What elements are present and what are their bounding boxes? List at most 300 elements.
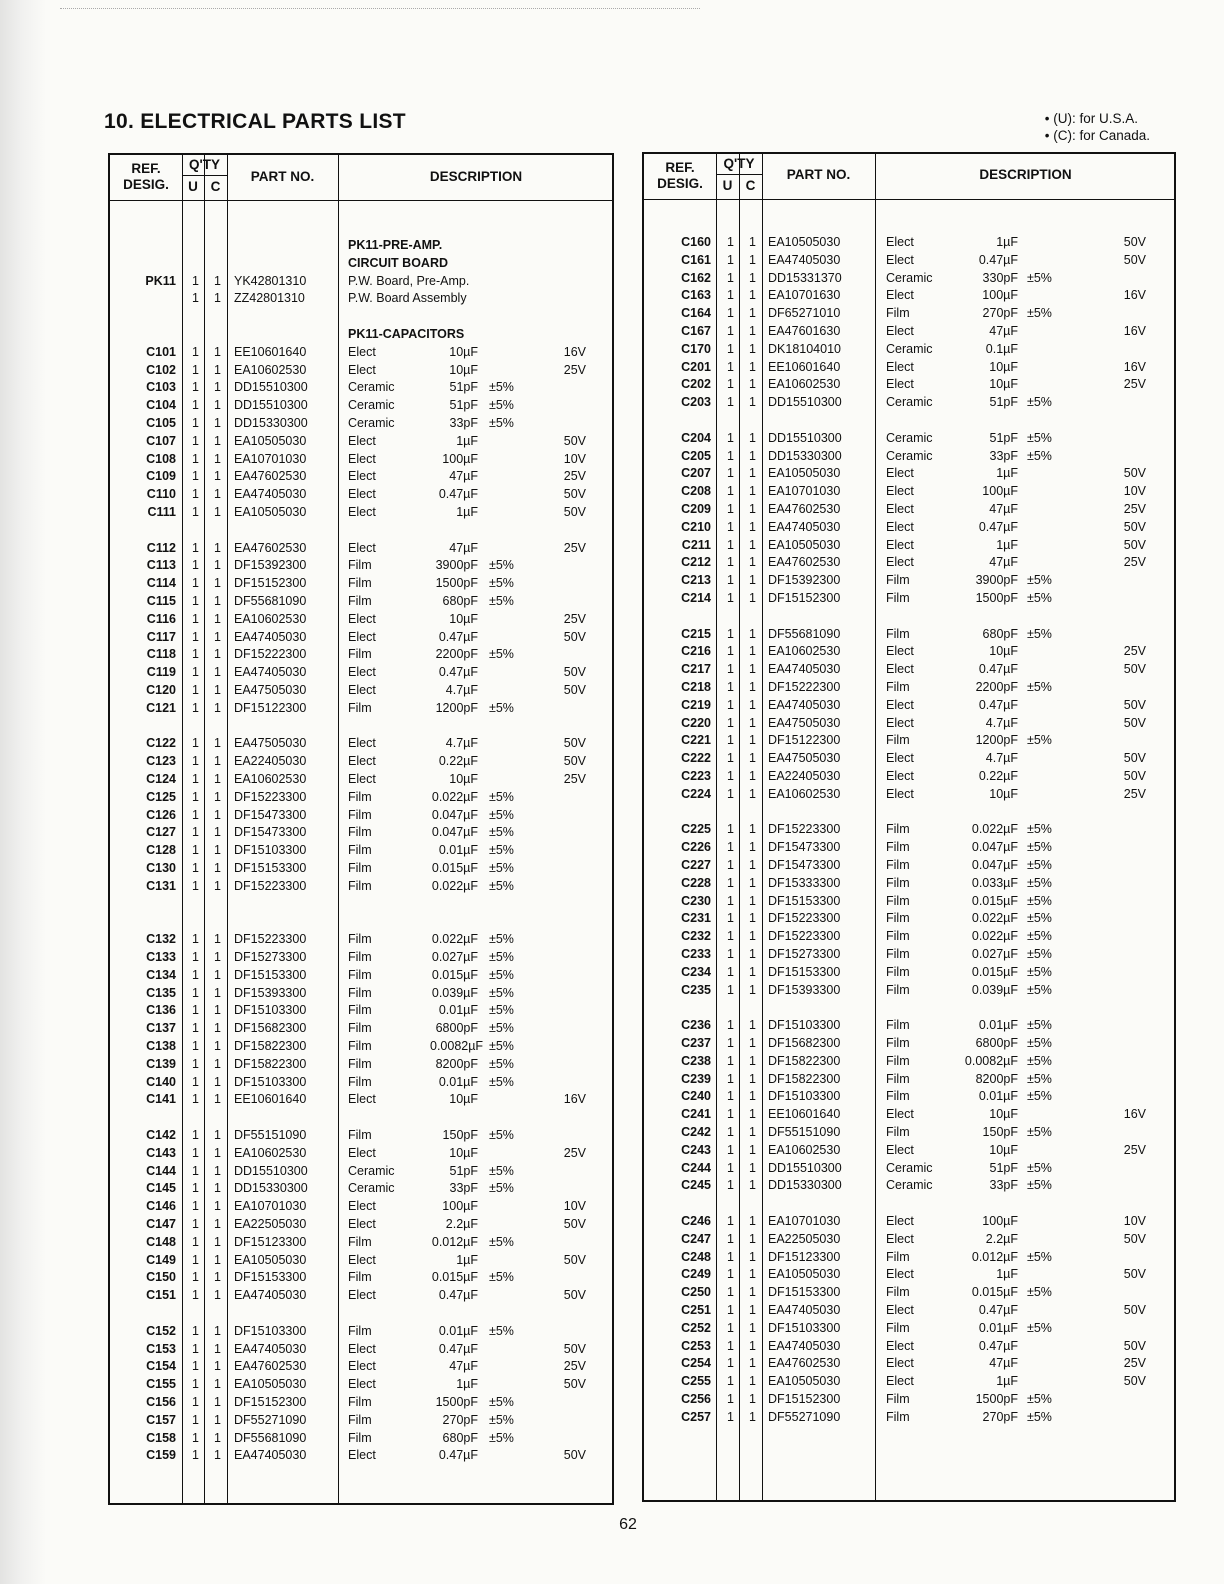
part-no: EA47405030 xyxy=(768,519,841,534)
part-type: Film xyxy=(886,1409,910,1424)
ref-desig: C212 xyxy=(681,555,711,570)
part-type: Film xyxy=(348,967,372,982)
qty-u: 1 xyxy=(727,359,734,374)
part-value: 10µF xyxy=(989,786,1018,801)
ref-desig: C160 xyxy=(681,235,711,249)
qty-u: 1 xyxy=(192,878,199,893)
qty-c: 1 xyxy=(214,1021,221,1036)
part-no: DF15223300 xyxy=(234,878,307,893)
column-rule xyxy=(875,154,876,1500)
ref-desig: C146 xyxy=(146,1199,176,1214)
part-no: EA22505030 xyxy=(768,1231,841,1246)
qty-c: 1 xyxy=(214,878,221,893)
header-ref-desig: REF. DESIG. xyxy=(657,160,703,191)
part-value: 47µF xyxy=(449,540,478,555)
part-value: 0.033µF xyxy=(971,875,1018,890)
qty-u: 1 xyxy=(192,825,199,840)
qty-u: 1 xyxy=(727,1142,734,1157)
part-type: Elect xyxy=(886,324,914,338)
part-no: EA47505030 xyxy=(234,683,307,697)
parts-table-right xyxy=(642,152,1176,1502)
part-type: Elect xyxy=(886,1214,914,1228)
part-type: Film xyxy=(348,861,372,875)
part-type: Elect xyxy=(348,487,376,502)
ref-desig: C246 xyxy=(681,1214,711,1228)
ref-desig: C120 xyxy=(146,683,176,697)
qty-u: 1 xyxy=(727,929,734,944)
qty-u: 1 xyxy=(727,822,734,837)
voltage: 50V xyxy=(1123,252,1146,267)
part-value: 1500pF xyxy=(975,1392,1018,1406)
ref-desig: C213 xyxy=(681,573,711,588)
part-type: Elect xyxy=(886,1142,914,1157)
tolerance: ±5% xyxy=(1027,840,1052,855)
part-no: EA22405030 xyxy=(234,754,307,769)
qty-c: 1 xyxy=(749,1125,756,1139)
tolerance: ±5% xyxy=(1027,947,1052,961)
part-no: DF15153300 xyxy=(234,967,307,982)
qty-u: 1 xyxy=(192,1181,199,1196)
qty-u: 1 xyxy=(192,611,199,626)
voltage: 25V xyxy=(1123,555,1146,570)
tolerance: ±5% xyxy=(1027,929,1052,944)
ref-desig: C151 xyxy=(146,1288,176,1303)
ref-desig: C219 xyxy=(681,697,711,712)
part-type: Film xyxy=(886,1392,910,1406)
part-no: EA10701030 xyxy=(234,1199,307,1214)
region-notes xyxy=(1045,110,1150,144)
ref-desig: C130 xyxy=(146,861,176,875)
qty-c: 1 xyxy=(214,967,221,982)
qty-c: 1 xyxy=(214,789,221,804)
ref-desig: C247 xyxy=(681,1231,711,1246)
tolerance: ±5% xyxy=(489,1412,514,1427)
qty-c: 1 xyxy=(749,680,756,694)
part-value: 1µF xyxy=(456,1252,478,1267)
tolerance: ±5% xyxy=(489,861,514,875)
qty-c: 1 xyxy=(214,1163,221,1178)
part-type: Film xyxy=(886,893,910,908)
part-type: Film xyxy=(348,950,372,964)
ref-desig: C170 xyxy=(681,341,711,356)
part-no: DD15330300 xyxy=(768,448,842,463)
voltage: 50V xyxy=(1123,235,1146,249)
tolerance: ±5% xyxy=(489,1430,514,1445)
ref-desig: C228 xyxy=(681,875,711,890)
tolerance: ±5% xyxy=(489,1323,514,1338)
tolerance: ±5% xyxy=(1027,270,1052,285)
ref-desig: C107 xyxy=(146,433,176,448)
part-no: EA22405030 xyxy=(768,769,841,783)
part-no: DF65271010 xyxy=(768,306,841,321)
part-value: 0.012µF xyxy=(431,1234,478,1249)
qty-c: 1 xyxy=(749,270,756,285)
part-no: DF15222300 xyxy=(234,647,307,662)
part-value: 1µF xyxy=(456,505,478,519)
part-value: 1µF xyxy=(456,1377,478,1392)
qty-c: 1 xyxy=(749,964,756,979)
part-value: 0.022µF xyxy=(431,878,478,893)
part-no: DD15510300 xyxy=(768,1160,842,1175)
qty-u: 1 xyxy=(727,395,734,410)
part-no: EA10701030 xyxy=(234,451,307,466)
ref-desig: C217 xyxy=(681,662,711,677)
part-no: DF15103300 xyxy=(768,1018,841,1033)
part-type: Film xyxy=(886,982,910,997)
part-no: EA47505030 xyxy=(768,715,841,730)
voltage: 25V xyxy=(563,1359,586,1374)
voltage: 25V xyxy=(563,772,586,786)
voltage: 10V xyxy=(563,451,586,466)
qty-u: 1 xyxy=(727,288,734,303)
ref-desig: C208 xyxy=(681,484,711,499)
ref-desig: C242 xyxy=(681,1125,711,1139)
ref-desig: C114 xyxy=(146,576,176,591)
part-value: 0.01µF xyxy=(978,1018,1018,1033)
column-rule xyxy=(227,155,228,1503)
qty-u: 1 xyxy=(727,1338,734,1353)
qty-u: 1 xyxy=(727,466,734,481)
ref-desig: C116 xyxy=(146,611,176,626)
ref-desig: C104 xyxy=(146,398,176,413)
part-type: Elect xyxy=(886,1338,914,1353)
part-type: Film xyxy=(348,1039,372,1053)
qty-c: 1 xyxy=(214,985,221,1000)
qty-c: 1 xyxy=(749,662,756,677)
qty-u: 1 xyxy=(727,769,734,783)
qty-c: 1 xyxy=(214,558,221,573)
ref-desig: C103 xyxy=(146,380,176,395)
part-value: 33pF xyxy=(449,416,478,430)
part-value: 0.01µF xyxy=(438,1003,478,1018)
ref-desig: C163 xyxy=(681,288,711,303)
voltage: 25V xyxy=(1123,786,1146,801)
part-value: 6800pF xyxy=(975,1036,1018,1050)
qty-c: 1 xyxy=(214,754,221,769)
ref-desig: C109 xyxy=(146,469,176,484)
ref-desig: C142 xyxy=(146,1128,176,1142)
part-type: P.W. Board, Pre-Amp. xyxy=(348,273,470,288)
part-value: 10µF xyxy=(989,359,1018,374)
qty-c: 1 xyxy=(214,362,221,377)
qty-u: 1 xyxy=(727,519,734,534)
part-no: DF15822300 xyxy=(768,1071,841,1086)
voltage: 50V xyxy=(563,1252,586,1267)
ref-desig: C153 xyxy=(146,1341,176,1356)
part-type: Film xyxy=(886,680,910,694)
qty-c: 1 xyxy=(749,1018,756,1033)
qty-c: 1 xyxy=(749,769,756,783)
ref-desig: C144 xyxy=(146,1163,176,1178)
qty-c: 1 xyxy=(214,1288,221,1303)
qty-c: 1 xyxy=(749,1142,756,1157)
qty-c: 1 xyxy=(749,1392,756,1406)
voltage: 50V xyxy=(563,1217,586,1231)
tolerance: ±5% xyxy=(1027,964,1052,979)
part-value: 0.047µF xyxy=(971,840,1018,855)
part-no: EA47405030 xyxy=(234,1448,307,1463)
qty-c: 1 xyxy=(214,540,221,555)
tolerance: ±5% xyxy=(489,416,514,430)
part-type: Film xyxy=(886,947,910,961)
ref-desig: C232 xyxy=(681,929,711,944)
qty-u: 1 xyxy=(192,1003,199,1018)
tolerance: ±5% xyxy=(489,700,514,715)
qty-u: 1 xyxy=(192,932,199,947)
part-value: 100µF xyxy=(982,484,1018,499)
header-part-no: PART NO. xyxy=(786,167,851,182)
tolerance: ±5% xyxy=(489,1395,514,1409)
part-value: 0.22µF xyxy=(438,754,478,769)
qty-u: 1 xyxy=(192,807,199,822)
qty-u: 1 xyxy=(192,1145,199,1160)
tolerance: ±5% xyxy=(1027,1409,1052,1424)
tolerance: ±5% xyxy=(489,576,514,591)
part-type: Ceramic xyxy=(348,380,395,395)
voltage: 25V xyxy=(1123,1356,1146,1371)
qty-c: 1 xyxy=(749,929,756,944)
part-no: EE10601640 xyxy=(234,1092,307,1107)
voltage: 50V xyxy=(1123,519,1146,534)
part-type: Elect xyxy=(886,466,914,481)
qty-c: 1 xyxy=(749,626,756,641)
ref-desig: C230 xyxy=(681,893,711,908)
part-type: Elect xyxy=(886,1231,914,1246)
part-value: 2.2µF xyxy=(985,1231,1018,1246)
part-value: 0.47µF xyxy=(978,1303,1018,1317)
part-no: DD15510300 xyxy=(768,430,842,445)
qty-u: 1 xyxy=(727,1071,734,1086)
tolerance: ±5% xyxy=(1027,1071,1052,1086)
part-value: 0.47µF xyxy=(978,662,1018,677)
qty-u: 1 xyxy=(727,1356,734,1371)
header-rule xyxy=(110,200,612,201)
part-no: DF15122300 xyxy=(234,700,307,715)
tolerance: ±5% xyxy=(1027,680,1052,694)
part-no: EE10601640 xyxy=(768,1107,841,1122)
part-value: 0.47µF xyxy=(438,1448,478,1463)
part-no: DF15682300 xyxy=(768,1036,841,1050)
voltage: 50V xyxy=(1123,537,1146,552)
qty-u: 1 xyxy=(727,982,734,997)
part-no: EA10701030 xyxy=(768,1214,841,1228)
part-no: DF15122300 xyxy=(768,733,841,748)
ref-desig: C224 xyxy=(681,786,711,801)
qty-u: 1 xyxy=(727,644,734,659)
tolerance: ±5% xyxy=(489,985,514,1000)
tolerance: ±5% xyxy=(1027,1249,1052,1264)
part-no: DF15223300 xyxy=(768,911,841,926)
part-no: DD15510300 xyxy=(234,1163,308,1178)
part-type: Film xyxy=(348,1021,372,1036)
part-type: Ceramic xyxy=(348,1163,395,1178)
part-value: 100µF xyxy=(982,1214,1018,1228)
part-no: DF15223300 xyxy=(234,789,307,804)
part-no: DF55151090 xyxy=(768,1125,841,1139)
part-type: Elect xyxy=(886,537,914,552)
part-type: Elect xyxy=(886,359,914,374)
ref-desig: C223 xyxy=(681,769,711,783)
part-no: EA47405030 xyxy=(234,629,307,644)
qty-split-rule xyxy=(182,175,227,176)
qty-c: 1 xyxy=(214,665,221,680)
part-type: Elect xyxy=(886,786,914,801)
qty-c: 1 xyxy=(214,1003,221,1018)
qty-c: 1 xyxy=(749,288,756,303)
part-value: 47µF xyxy=(449,469,478,484)
part-no: DF15223300 xyxy=(768,822,841,837)
ref-desig: C137 xyxy=(146,1021,176,1036)
tolerance: ±5% xyxy=(1027,893,1052,908)
qty-c: 1 xyxy=(749,715,756,730)
part-no: DF15392300 xyxy=(768,573,841,588)
qty-u: 1 xyxy=(727,697,734,712)
part-no: DF15103300 xyxy=(234,1323,307,1338)
ref-desig: C128 xyxy=(146,843,176,858)
part-type: Film xyxy=(348,1412,372,1427)
voltage: 50V xyxy=(563,665,586,680)
part-no: DF15223300 xyxy=(768,929,841,944)
part-value: 47µF xyxy=(989,555,1018,570)
qty-u: 1 xyxy=(192,451,199,466)
qty-c: 1 xyxy=(749,537,756,552)
part-value: 0.47µF xyxy=(978,519,1018,534)
ref-desig: C127 xyxy=(146,825,176,840)
ref-desig: C155 xyxy=(146,1377,176,1392)
ref-desig: C123 xyxy=(146,754,176,769)
ref-desig: C222 xyxy=(681,751,711,766)
qty-u: 1 xyxy=(727,626,734,641)
qty-c: 1 xyxy=(749,1249,756,1264)
part-no: EE10601640 xyxy=(768,359,841,374)
qty-c: 1 xyxy=(214,451,221,466)
qty-c: 1 xyxy=(214,1181,221,1196)
tolerance: ±5% xyxy=(1027,875,1052,890)
qty-u: 1 xyxy=(727,662,734,677)
part-type: Elect xyxy=(348,1377,376,1392)
part-type: Ceramic xyxy=(886,448,933,463)
part-no: DF15153300 xyxy=(768,964,841,979)
part-no: DF15473300 xyxy=(234,807,307,822)
part-value: 0.47µF xyxy=(438,487,478,502)
part-no: EA47405030 xyxy=(234,1341,307,1356)
ref-desig: C209 xyxy=(681,502,711,516)
part-no: EA47602530 xyxy=(768,555,841,570)
ref-desig: C164 xyxy=(681,306,711,321)
part-type: Elect xyxy=(886,288,914,303)
voltage: 16V xyxy=(1123,288,1146,303)
qty-c: 1 xyxy=(214,629,221,644)
part-value: 680pF xyxy=(442,1430,478,1445)
part-type: Film xyxy=(348,825,372,840)
qty-c: 1 xyxy=(749,502,756,516)
part-no: ZZ42801310 xyxy=(234,291,305,306)
qty-u: 1 xyxy=(727,1036,734,1050)
qty-u: 1 xyxy=(192,1430,199,1445)
qty-c: 1 xyxy=(749,893,756,908)
part-no: DD15510300 xyxy=(768,395,842,410)
part-value: 10µF xyxy=(449,1092,478,1107)
ref-desig: C105 xyxy=(146,416,176,430)
qty-c: 1 xyxy=(749,1267,756,1282)
qty-c: 1 xyxy=(214,1056,221,1071)
qty-u: 1 xyxy=(727,1089,734,1104)
part-no: DF15152300 xyxy=(234,576,307,591)
qty-c: 1 xyxy=(749,911,756,926)
voltage: 50V xyxy=(563,629,586,644)
part-value: 47µF xyxy=(989,1356,1018,1371)
qty-c: 1 xyxy=(214,1395,221,1409)
tolerance: ±5% xyxy=(489,967,514,982)
part-type: Film xyxy=(348,1430,372,1445)
header-qty-c: C xyxy=(210,179,221,194)
part-type: Elect xyxy=(886,715,914,730)
part-no: EA10602530 xyxy=(234,1145,307,1160)
part-value: 0.015µF xyxy=(971,893,1018,908)
qty-c: 1 xyxy=(214,1323,221,1338)
part-value: 0.47µF xyxy=(438,1341,478,1356)
qty-u: 1 xyxy=(727,1160,734,1175)
part-type: Film xyxy=(886,1071,910,1086)
ref-desig: C227 xyxy=(681,858,711,872)
qty-u: 1 xyxy=(727,324,734,338)
qty-c: 1 xyxy=(214,843,221,858)
part-type: Film xyxy=(348,843,372,858)
qty-u: 1 xyxy=(192,487,199,502)
part-type: Film xyxy=(886,929,910,944)
tolerance: ±5% xyxy=(1027,1089,1052,1104)
part-type: Film xyxy=(348,1003,372,1018)
part-type: Film xyxy=(348,985,372,1000)
part-value: 2200pF xyxy=(975,680,1018,694)
header-description: DESCRIPTION xyxy=(979,167,1072,182)
part-value: 1µF xyxy=(996,1267,1018,1282)
qty-u: 1 xyxy=(192,594,199,608)
part-type: Film xyxy=(348,1234,372,1249)
voltage: 50V xyxy=(1123,1374,1146,1389)
qty-u: 1 xyxy=(192,469,199,484)
voltage: 50V xyxy=(563,505,586,519)
tolerance: ±5% xyxy=(489,1270,514,1285)
part-type: Film xyxy=(348,807,372,822)
part-no: DF15682300 xyxy=(234,1021,307,1036)
part-type: Elect xyxy=(886,662,914,677)
ref-desig: C141 xyxy=(146,1092,176,1107)
tolerance: ±5% xyxy=(489,398,514,413)
part-type: Film xyxy=(348,1074,372,1089)
part-no: DD15510300 xyxy=(234,398,308,413)
qty-u: 1 xyxy=(727,733,734,748)
qty-u: 1 xyxy=(727,1303,734,1317)
voltage: 50V xyxy=(1123,662,1146,677)
qty-u: 1 xyxy=(192,1217,199,1231)
part-value: 680pF xyxy=(982,626,1018,641)
header-qty-u: U xyxy=(722,178,733,193)
qty-c: 1 xyxy=(214,273,221,288)
qty-c: 1 xyxy=(214,505,221,519)
qty-c: 1 xyxy=(214,647,221,662)
qty-u: 1 xyxy=(727,858,734,872)
part-value: 1µF xyxy=(996,537,1018,552)
part-no: DF15152300 xyxy=(768,591,841,605)
part-type: Film xyxy=(886,1018,910,1033)
voltage: 16V xyxy=(563,344,586,359)
tolerance: ±5% xyxy=(1027,1036,1052,1050)
column-rule xyxy=(762,154,763,1500)
ref-desig: C245 xyxy=(681,1178,711,1193)
voltage: 10V xyxy=(1123,484,1146,499)
part-type: Film xyxy=(886,1089,910,1104)
